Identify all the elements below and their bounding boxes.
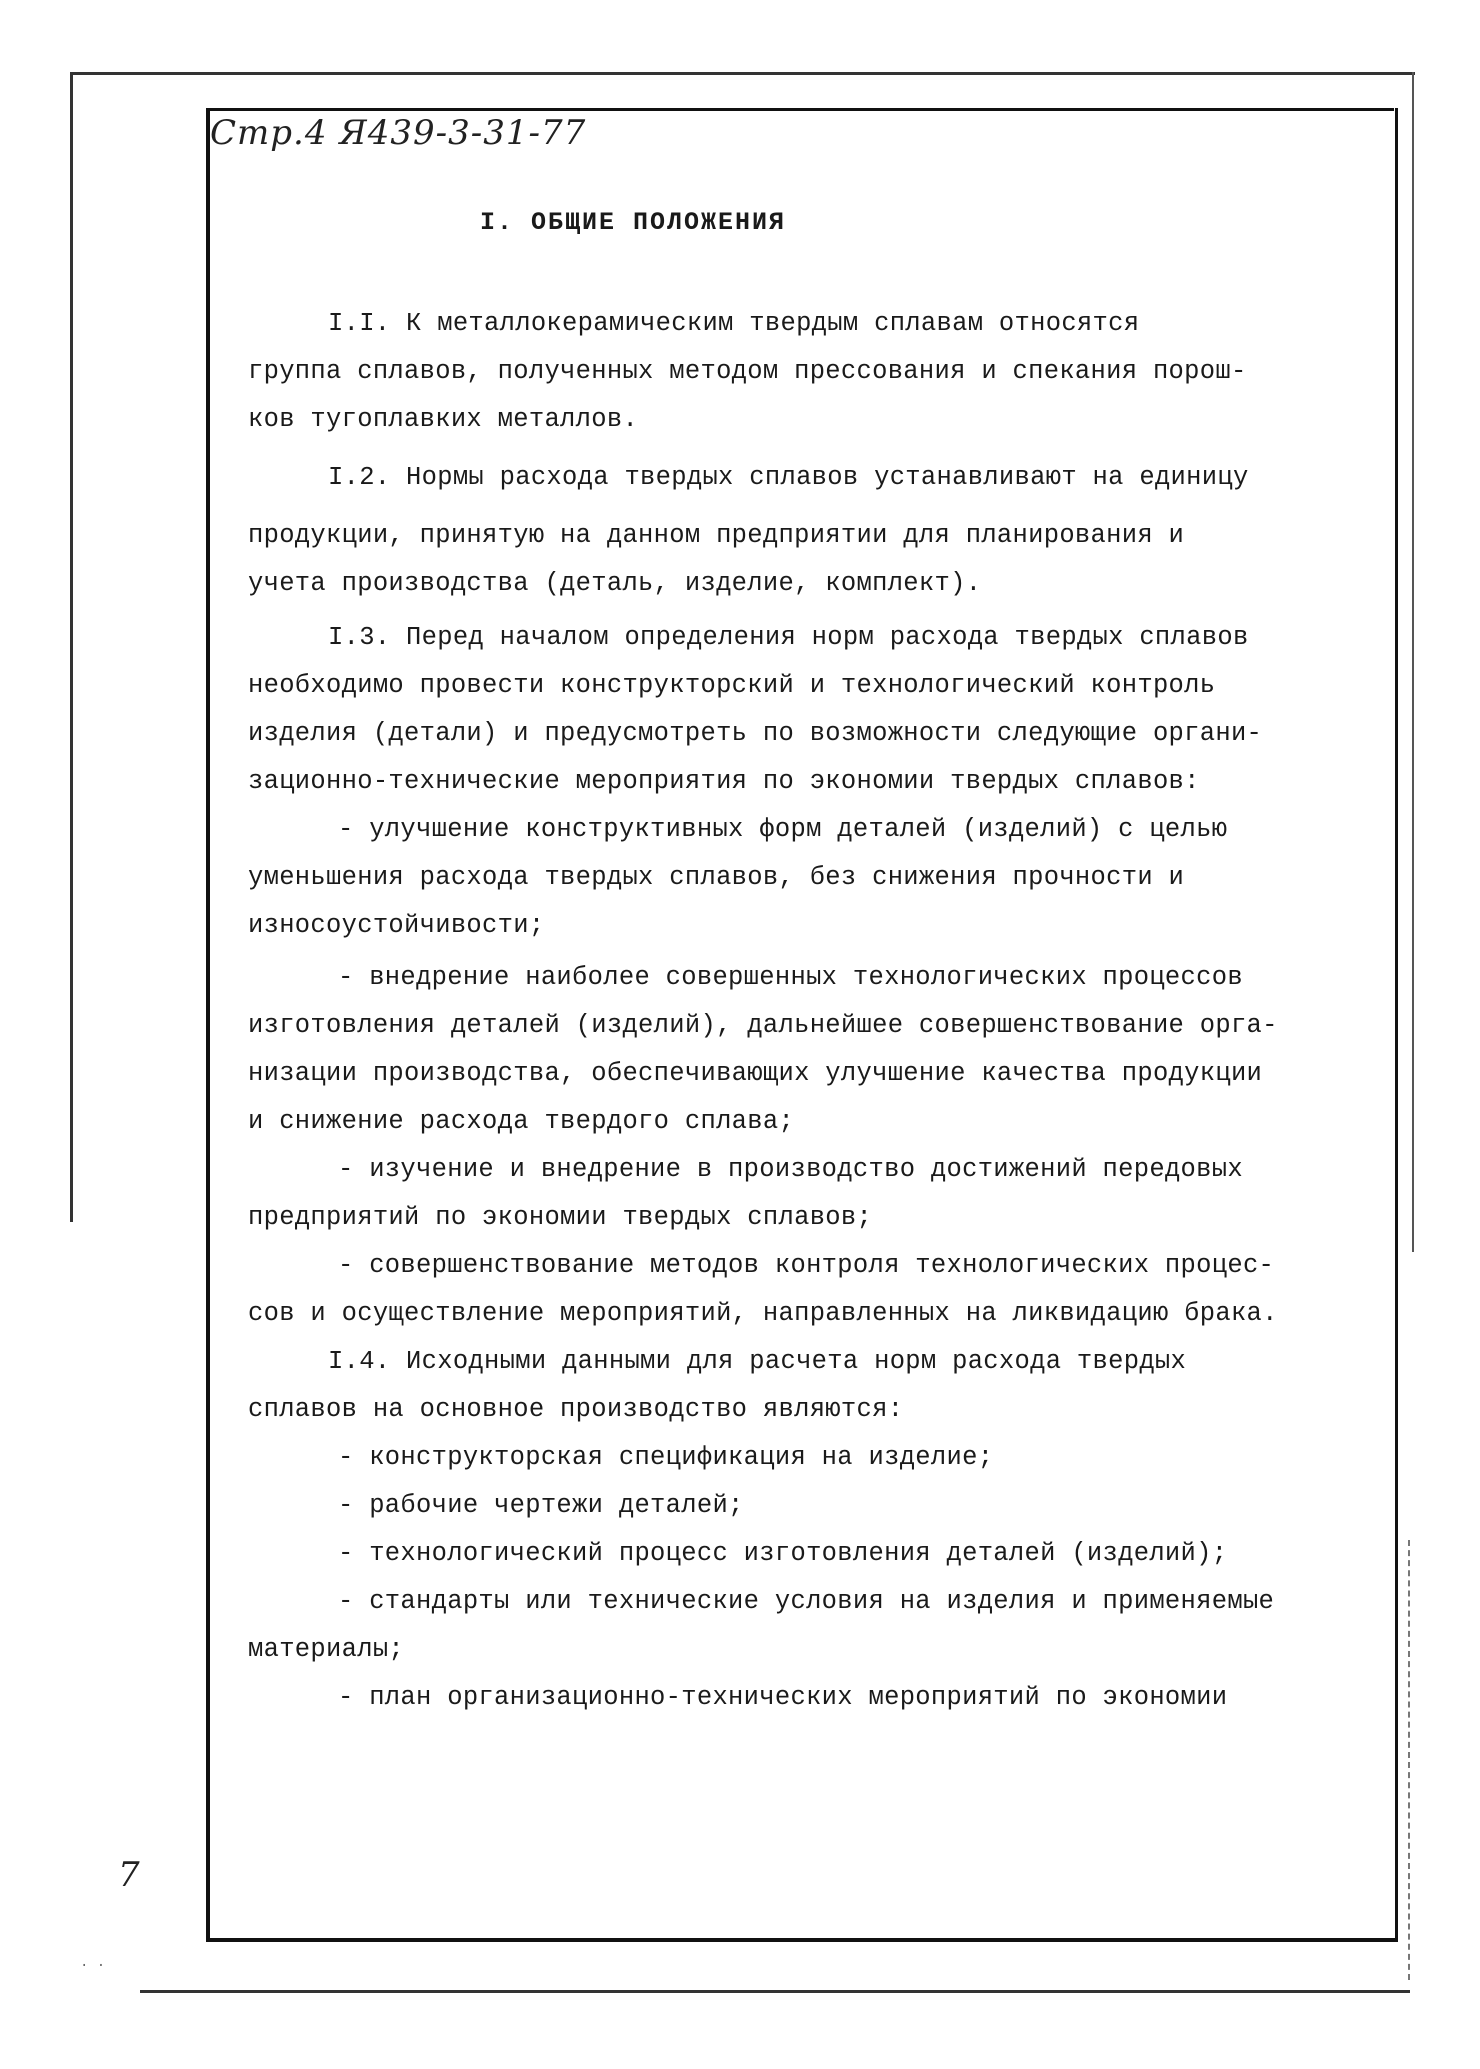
paragraph-line: учета производства (деталь, изделие, комплект). [248,569,982,598]
list-item-line: - стандарты или технические условия на изделия и применяемые [338,1587,1275,1616]
list-item-line: сов и осуществление мероприятий, направленных на ликвидацию брака. [248,1299,1278,1328]
list-item-line: - совершенствование методов контроля технологических процес- [338,1251,1275,1280]
list-item-line: предприятий по экономии твердых сплавов; [248,1203,873,1232]
list-item-line: - рабочие чертежи деталей; [338,1491,744,1520]
document-body [248,300,1388,1722]
scan-outer-right-edge-lower [1408,1540,1410,1980]
margin-number-mark: 7 [118,1855,140,1895]
scan-outer-bottom-edge [140,1990,1410,1993]
list-item-line: низации производства, обеспечивающих улучшение качества продукции [248,1059,1263,1088]
paragraph-line: необходимо провести конструкторский и технологический контроль [248,671,1216,700]
paragraph-line: сплавов на основное производство являются: [248,1395,904,1424]
paragraph-line: зационно-технические мероприятия по экономии твердых сплавов: [248,767,1200,796]
page-reference: Стр.4 Я439-3-31-77 [210,113,587,153]
list-item-line: - внедрение наиболее совершенных технологических процессов [338,963,1243,992]
paragraph-line: I.3. Перед началом определения норм расхода твердых сплавов [328,623,1249,652]
list-item-line: износоустойчивости; [248,911,545,940]
paragraph-line: I.I. К металлокерамическим твердым сплавам относятся [328,309,1140,338]
paragraph-line: ков тугоплавких металлов. [248,405,639,434]
paragraph-line: изделия (детали) и предусмотреть по возможности следующие органи- [248,719,1263,748]
list-item-line: уменьшения расхода твердых сплавов, без снижения прочности и [248,863,1185,892]
paragraph-line: группа сплавов, полученных методом прессования и спекания порош- [248,357,1247,386]
list-item-line: изготовления деталей (изделий), дальнейшее совершенствование орга- [248,1011,1278,1040]
list-item-line: - технологический процесс изготовления деталей (изделий); [338,1539,1228,1568]
scan-outer-left-edge [70,72,73,1222]
paragraph-line: I.4. Исходными данными для расчета норм расхода твердых [328,1347,1187,1376]
document-frame-top [206,108,1394,111]
scan-outer-right-edge [1412,72,1414,1252]
paragraph-line: продукции, принятую на данном предприятии для планирования и [248,521,1185,550]
section-title: I. ОБЩИЕ ПОЛОЖЕНИЯ [480,208,787,237]
scan-outer-top-edge [70,72,1415,75]
paragraph-line: I.2. Нормы расхода твердых сплавов устанавливают на единицу [328,463,1249,492]
list-item-line: - конструкторская спецификация на изделие; [338,1443,994,1472]
list-item-line: - улучшение конструктивных форм деталей (изделий) с целью [338,815,1228,844]
corner-dots: . . [80,1955,106,1971]
list-item-line: и снижение расхода твердого сплава; [248,1107,795,1136]
list-item-line: материалы; [248,1635,405,1664]
list-item-line: - изучение и внедрение в производство достижений передовых [338,1155,1243,1184]
list-item-line: - план организационно-технических мероприятий по экономии [338,1683,1228,1712]
